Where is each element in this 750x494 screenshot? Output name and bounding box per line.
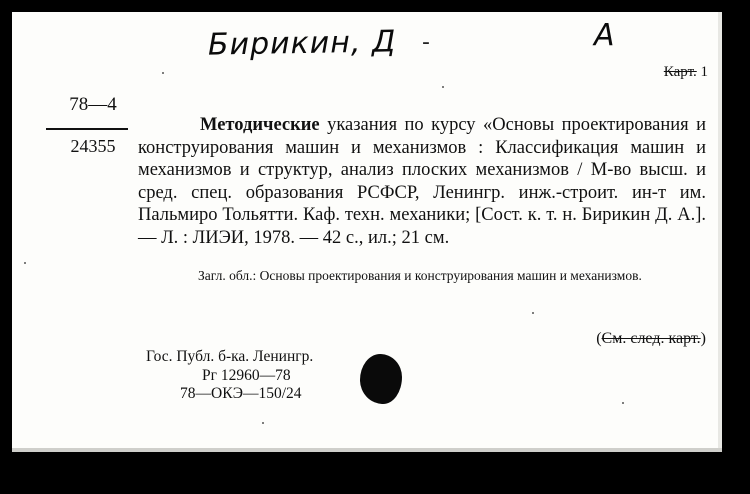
title-note: Загл. обл.: Основы проектирования и конструирования машин и механизмов. [198, 268, 642, 283]
card-edge-right [718, 12, 722, 448]
entry-title-lead: Методические [200, 115, 320, 135]
see-next-text: См. след. карт. [601, 330, 701, 347]
scan-speck [24, 262, 26, 264]
library-imprint [146, 348, 313, 404]
scan-speck [262, 422, 264, 424]
card-label: Карт. [663, 64, 697, 80]
catalog-card [12, 12, 718, 448]
handwritten-letter: А [594, 18, 615, 53]
card-edge-bottom [12, 448, 722, 452]
handwritten-dash: - [422, 30, 430, 55]
imprint-library: Гос. Публ. б-ка. Ленингр. [146, 348, 314, 365]
imprint-order-code: 78—ОКЭ—150/24 [180, 385, 302, 402]
shelfmark-bottom: 24355 [70, 136, 116, 156]
shelfmark-top: 78—4 [69, 94, 117, 115]
scan-speck [442, 86, 444, 88]
card-number [664, 64, 708, 81]
see-next-card [596, 330, 706, 348]
shelfmark-divider [46, 128, 128, 130]
imprint-registration: Рг 12960—78 [202, 366, 291, 384]
see-next-close: ) [700, 330, 706, 347]
handwritten-author-name: Бирикин, Д [207, 24, 397, 63]
ink-blot [360, 354, 402, 404]
scan-speck [162, 72, 164, 74]
scan-speck [532, 312, 534, 314]
scan-speck [622, 402, 624, 404]
see-next-open: ( [596, 330, 602, 347]
entry-body: указания по курсу «Основы проектирования и конструирования машин и механизмов : Классификация машин и механизмов и структур, анализ плоских механизмов / М-во высш. и сред. спец. образования РСФСР, Ленингр. инж.-строит. ин-т им. Пальмиро Тольятти. Каф. техн. механики; [Сост. к. т. н. Бирикин Д. А.]. — Л. : ЛИЭИ, 1978. — 42 с., ил.; 21 см. [138, 115, 706, 248]
card-number-value: 1 [700, 64, 708, 80]
bibliographic-entry [138, 114, 706, 250]
